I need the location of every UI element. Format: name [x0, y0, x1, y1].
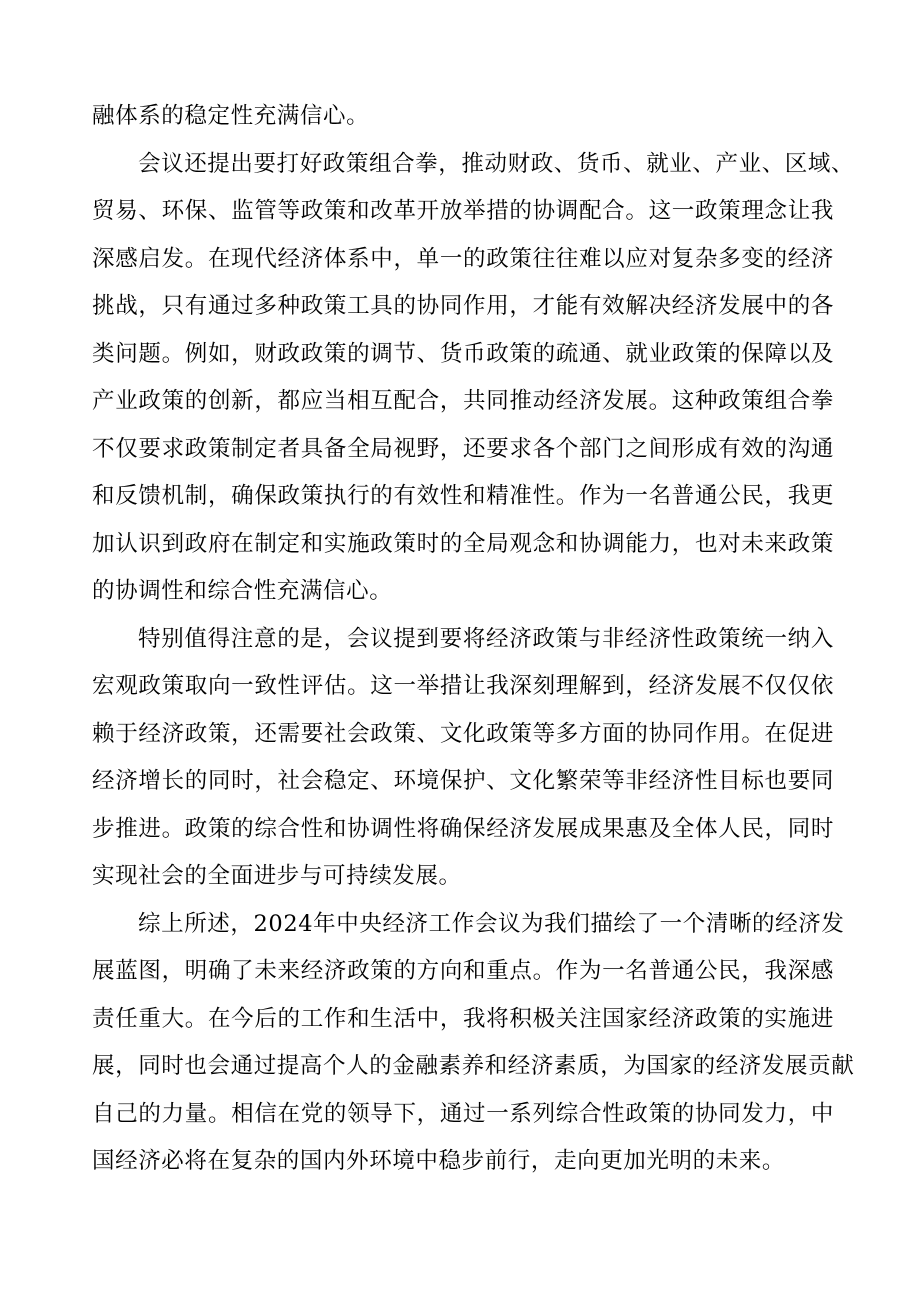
- text-line: 融体系的稳定性充满信心。: [92, 103, 370, 129]
- text-line: 加认识到政府在制定和实施政策时的全局观念和协调能力，也对未来政策: [92, 530, 834, 557]
- text-line: 责任重大。在今后的工作和生活中，我将积极关注国家经济政策的实施进: [92, 1005, 834, 1032]
- paragraph-3: [92, 616, 834, 901]
- text-line: 实现社会的全面进步与可持续发展。: [92, 863, 462, 889]
- text-line: 展，同时也会通过提高个人的金融素养和经济素质，为国家的经济发展贡献: [92, 1053, 855, 1079]
- text-line: 综上所述，2024年中央经济工作会议为我们描绘了一个清晰的经济发: [138, 910, 845, 937]
- text-line: 赖于经济政策，还需要社会政策、文化政策等多方面的协同作用。在促进: [92, 720, 834, 747]
- text-line: 会议还提出要打好政策组合拳，推动财政、货币、就业、产业、区域、: [138, 150, 855, 177]
- paragraph-2: [92, 141, 855, 616]
- text-line: 的协调性和综合性充满信心。: [92, 578, 393, 604]
- paragraph-1: [92, 93, 834, 141]
- paragraph-4: [92, 901, 855, 1186]
- text-line: 挑战，只有通过多种政策工具的协同作用，才能有效解决经济发展中的各: [92, 293, 834, 319]
- text-line: 自己的力量。相信在党的领导下，通过一系列综合性政策的协同发力，中: [92, 1100, 834, 1127]
- text-line: 步推进。政策的综合性和协调性将确保经济发展成果惠及全体人民，同时: [92, 815, 834, 842]
- text-line: 类问题。例如，财政政策的调节、货币政策的疏通、就业政策的保障以及: [92, 340, 834, 367]
- text-line: 贸易、环保、监管等政策和改革开放举措的协调配合。这一政策理念让我: [92, 198, 834, 224]
- text-line: 国经济必将在复杂的国内外环境中稳步前行，走向更加光明的未来。: [92, 1148, 786, 1174]
- text-line: 不仅要求政策制定者具备全局视野，还要求各个部门之间形成有效的沟通: [92, 435, 834, 462]
- text-line: 产业政策的创新，都应当相互配合，共同推动经济发展。这种政策组合拳: [92, 388, 834, 414]
- text-line: 深感启发。在现代经济体系中，单一的政策往往难以应对复杂多变的经济: [92, 245, 834, 272]
- text-line: 特别值得注意的是，会议提到要将经济政策与非经济性政策统一纳入: [138, 625, 834, 652]
- text-line: 经济增长的同时，社会稳定、环境保护、文化繁荣等非经济性目标也要同: [92, 768, 834, 794]
- text-line: 展蓝图，明确了未来经济政策的方向和重点。作为一名普通公民，我深感: [92, 958, 834, 984]
- text-line: 宏观政策取向一致性评估。这一举措让我深刻理解到，经济发展不仅仅依: [92, 673, 834, 699]
- text-line: 和反馈机制，确保政策执行的有效性和精准性。作为一名普通公民，我更: [92, 483, 834, 509]
